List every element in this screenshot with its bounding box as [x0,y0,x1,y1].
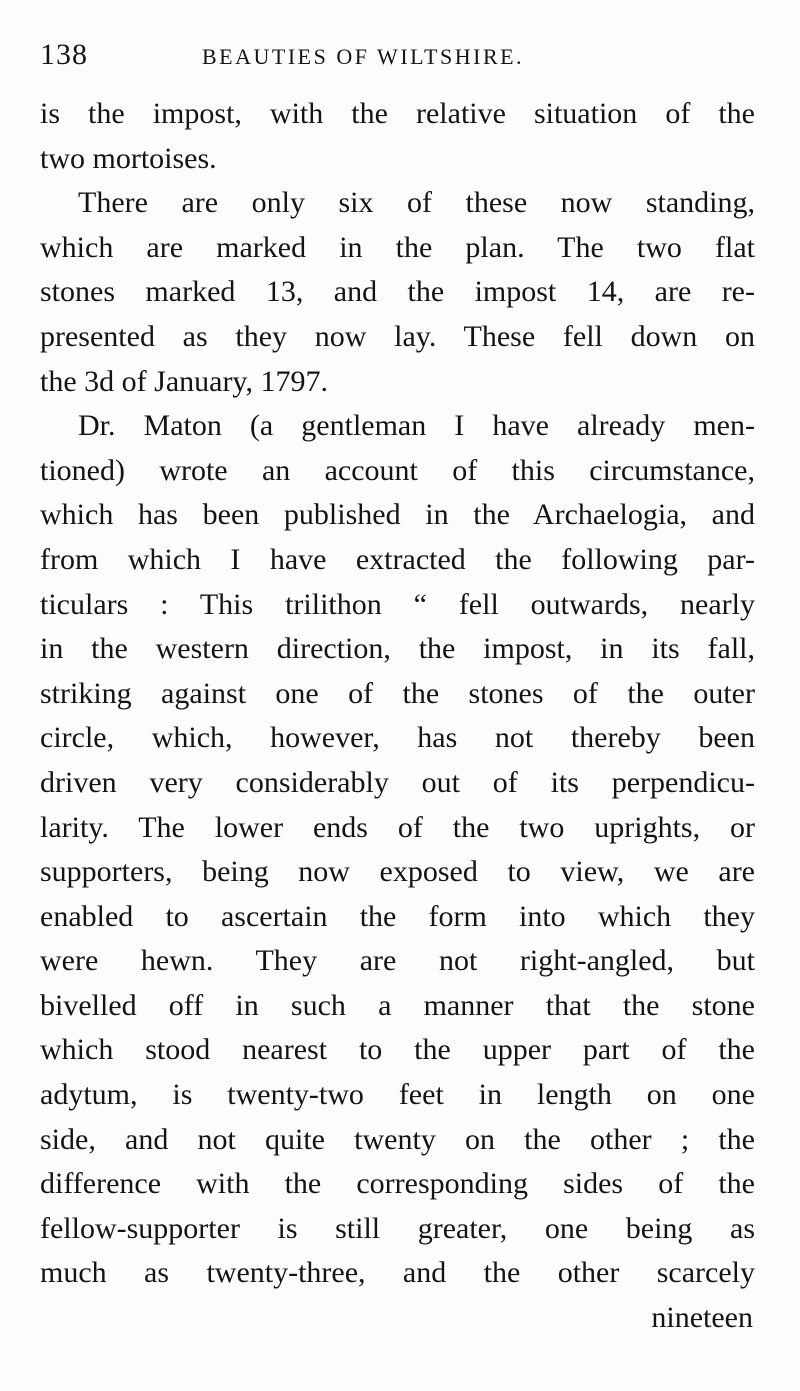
text-line: which has been published in the Archaelogia, and [40,498,755,532]
text-line: fellow-supporter is still greater, one being as [40,1211,755,1245]
catchword: nineteen [651,1301,753,1335]
text-line: the 3d of January, 1797. [40,364,328,398]
running-title: BEAUTIES OF WILTSHIRE. [202,44,525,69]
text-line: supporters, being now exposed to view, we are [40,855,755,889]
text-line: is the impost, with the relative situation of the [40,97,755,130]
text-line: larity. The lower ends of the two uprights, or [40,810,755,844]
text-line: difference with the corresponding sides of the [40,1167,755,1201]
text-line: enabled to ascertain the form into which they [40,899,755,933]
text-line: which are marked in the plan. The two flat [40,230,755,264]
text-line: were hewn. They are not right-angled, but [40,944,755,978]
text-line: which stood nearest to the upper part of the [40,1033,755,1067]
text-line: ticulars : This trilithon “ fell outwards, nearly [40,587,755,621]
paragraph-first-line: Dr. Maton (a gentleman I have already men- [78,409,755,443]
page-number: 138 [40,38,88,71]
text-line: in the western direction, the impost, in its fall, [40,632,755,666]
text-line: side, and not quite twenty on the other ; the [40,1122,755,1156]
text-line: two mortoises. [40,141,217,175]
text-line: stones marked 13, and the impost 14, are re- [40,275,755,309]
text-line: tioned) wrote an account of this circumstance, [40,453,755,487]
text-line: from which I have extracted the following par- [40,542,755,576]
text-line: bivelled off in such a manner that the stone [40,988,755,1022]
text-line: presented as they now lay. These fell down on [40,319,755,353]
text-line: striking against one of the stones of the outer [40,676,755,710]
paragraph-first-line: There are only six of these now standing, [78,186,755,220]
text-line: circle, which, however, has not thereby been [40,721,755,755]
text-line: driven very considerably out of its perpendicu- [40,765,755,799]
page-header [40,30,755,80]
body-text [40,92,755,1341]
text-line: much as twenty-three, and the other scarcely [40,1256,755,1290]
text-line: adytum, is twenty-two feet in length on one [40,1078,755,1112]
